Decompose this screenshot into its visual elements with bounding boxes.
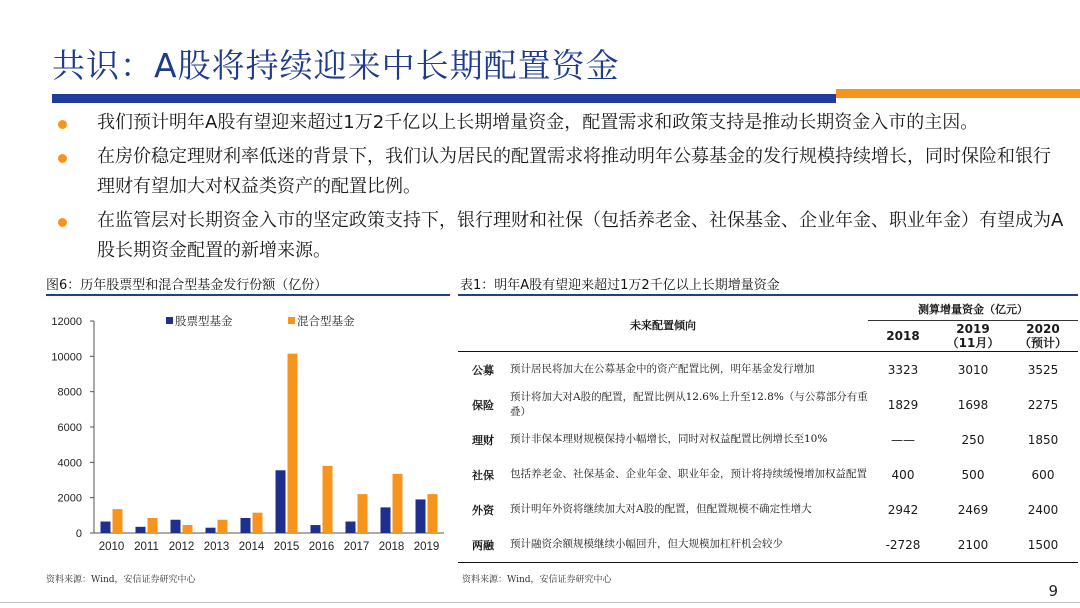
x-tick-label: 2019 [413, 541, 440, 553]
table-cell-2020: 1850 [1027, 432, 1059, 447]
bar-stock-fund [136, 527, 146, 533]
bar-mixed-fund [358, 494, 368, 533]
bar-mixed-fund [148, 518, 158, 533]
bar-stock-fund [206, 528, 216, 533]
page-number: 9 [1048, 582, 1058, 600]
bullet-text: 我们预计明年A股有望迎来超过1万2千亿以上长期增量资金，配置需求和政策支持是推动长期资金入市的主因。 [97, 112, 979, 133]
table-row [458, 422, 1078, 457]
x-tick-label: 2014 [238, 541, 265, 553]
table-cell-description: 包括养老金、社保基金、企业年金、职业年金，预计将持续缓慢增加权益配置 [510, 468, 867, 480]
y-tick-label: 0 [75, 528, 82, 540]
table-cell-2019: 250 [961, 432, 985, 447]
bullet-list [56, 108, 1066, 270]
bullet-item [56, 142, 1066, 202]
table-cell-2020: 2400 [1027, 502, 1059, 517]
table-cell-category: 保险 [472, 398, 494, 412]
bullet-text: 在房价稳定理财利率低迷的背景下，我们认为居民的配置需求将推动明年公募基金的发行规模持续增长，同时保险和银行理财有望加大对权益类资产的配置比例。 [97, 146, 1051, 197]
bullet-dot-icon [58, 120, 67, 129]
bar-mixed-fund [113, 509, 123, 533]
y-tick-label: 12000 [51, 316, 82, 328]
bullet-item [56, 206, 1066, 266]
table-cell-2018: 400 [891, 467, 915, 482]
bar-stock-fund [346, 522, 356, 533]
x-tick-label: 2018 [378, 541, 405, 553]
table-header-year: 2020 （预计） [1008, 321, 1078, 352]
bullet-dot-icon [58, 218, 67, 227]
bar-mixed-fund [183, 525, 193, 533]
table-cell-description: 预计将加大对A股的配置，配置比例从12.6%上升至12.8%（与公募部分有重叠） [510, 390, 868, 418]
table-cell-2020: 2275 [1027, 397, 1059, 412]
table-cell-2019: 3010 [957, 362, 989, 377]
table-cell-2018: 2942 [887, 502, 919, 517]
table-cell-description: 预计非保本理财规模保持小幅增长，同时对权益配置比例增长至10% [510, 433, 828, 445]
table-cell-2018: 1829 [887, 397, 919, 412]
table-cell-category: 公募 [472, 363, 494, 377]
title-underline-blue [52, 94, 836, 103]
figure-source: 资料来源：Wind，安信证券研究中心 [46, 575, 196, 585]
legend-label: 股票型基金 [175, 316, 233, 328]
table-header-year: 2018 [868, 321, 938, 352]
table-header-year: 2019 （11月） [938, 321, 1008, 352]
figure-caption-rule [46, 294, 450, 296]
table-row [458, 492, 1078, 527]
y-tick-label: 6000 [57, 422, 82, 434]
table-cell-2018: —— [891, 432, 915, 447]
table-header-group: 测算增量资金（亿元） [868, 298, 1078, 321]
table-cell-description: 预计居民将加大在公募基金中的资产配置比例，明年基金发行增加 [510, 363, 815, 375]
bullet-item [56, 108, 1066, 138]
x-tick-label: 2010 [98, 541, 125, 553]
title-underline-orange [836, 89, 1080, 98]
table-cell-description: 预计融资余额规模继续小幅回升，但大规模加杠杆机会较少 [508, 527, 868, 563]
y-tick-label: 8000 [57, 386, 82, 399]
table-cell-2019: 1698 [957, 397, 989, 412]
legend-swatch [166, 317, 173, 324]
table-cell-2018: -2728 [868, 527, 938, 563]
y-tick-label: 2000 [57, 492, 82, 505]
page-title: 共识：A股将持续迎来中长期配置资金 [52, 46, 620, 85]
bullet-dot-icon [58, 154, 67, 163]
table-cell-2018: 3323 [887, 362, 919, 377]
bar-mixed-fund [288, 354, 298, 533]
table-cell-description: 预计明年外资将继续加大对A股的配置，但配置规模不确定性增大 [510, 503, 812, 515]
bullet-text: 在监管层对长期资金入市的坚定政策支持下，银行理财和社保（包括养老金、社保基金、企业年金、职业年金）有望成为A股长期资金配置的新增来源。 [97, 210, 1064, 261]
y-tick-label: 10000 [51, 351, 82, 364]
table-cell-category: 外资 [472, 503, 494, 517]
table-row [458, 527, 1078, 563]
bar-mixed-fund [323, 466, 333, 533]
table-caption: 表1：明年A股有望迎来超过1万2千亿以上长期增量资金 [460, 278, 780, 293]
table-cell-category: 社保 [472, 468, 494, 482]
table-cell-category: 理财 [472, 433, 494, 447]
table-cell-2019: 2100 [938, 527, 1008, 563]
figure-caption: 图6：历年股票型和混合型基金发行份额（亿份） [46, 278, 328, 293]
x-tick-label: 2011 [134, 541, 159, 553]
x-tick-label: 2017 [343, 541, 370, 553]
bar-stock-fund [101, 522, 111, 533]
table-cell-2019: 500 [961, 467, 985, 482]
legend-swatch [288, 317, 295, 324]
table-row [458, 457, 1078, 492]
table-cell-2020: 600 [1031, 467, 1055, 482]
bar-mixed-fund [218, 520, 228, 533]
bar-stock-fund [416, 499, 426, 533]
bar-mixed-fund [428, 494, 438, 533]
bar-mixed-fund [393, 474, 403, 533]
bar-stock-fund [311, 525, 321, 533]
table-header-main: 未来配置倾向 [458, 298, 868, 352]
table-cell-2020: 1500 [1008, 527, 1078, 563]
bar-chart [44, 304, 454, 566]
table-cell-2019: 2469 [957, 502, 989, 517]
bar-stock-fund [171, 520, 181, 533]
x-tick-label: 2012 [168, 541, 195, 553]
increment-funds-table [458, 298, 1078, 563]
bar-stock-fund [241, 518, 251, 533]
x-tick-label: 2015 [273, 541, 300, 553]
table-source: 资料来源：Wind，安信证券研究中心 [462, 575, 612, 585]
legend-label: 混合型基金 [297, 316, 355, 328]
table-cell-2020: 3525 [1027, 362, 1059, 377]
footer-rule [0, 602, 1080, 603]
table-row [458, 352, 1078, 388]
x-tick-label: 2016 [308, 541, 335, 553]
y-tick-label: 4000 [57, 457, 82, 470]
bar-stock-fund [276, 470, 286, 533]
table-row [458, 387, 1078, 422]
table-cell-category: 两融 [458, 527, 508, 563]
bar-mixed-fund [253, 513, 263, 533]
x-tick-label: 2013 [203, 541, 230, 553]
bar-stock-fund [381, 507, 391, 533]
table-caption-rule [458, 294, 1078, 296]
